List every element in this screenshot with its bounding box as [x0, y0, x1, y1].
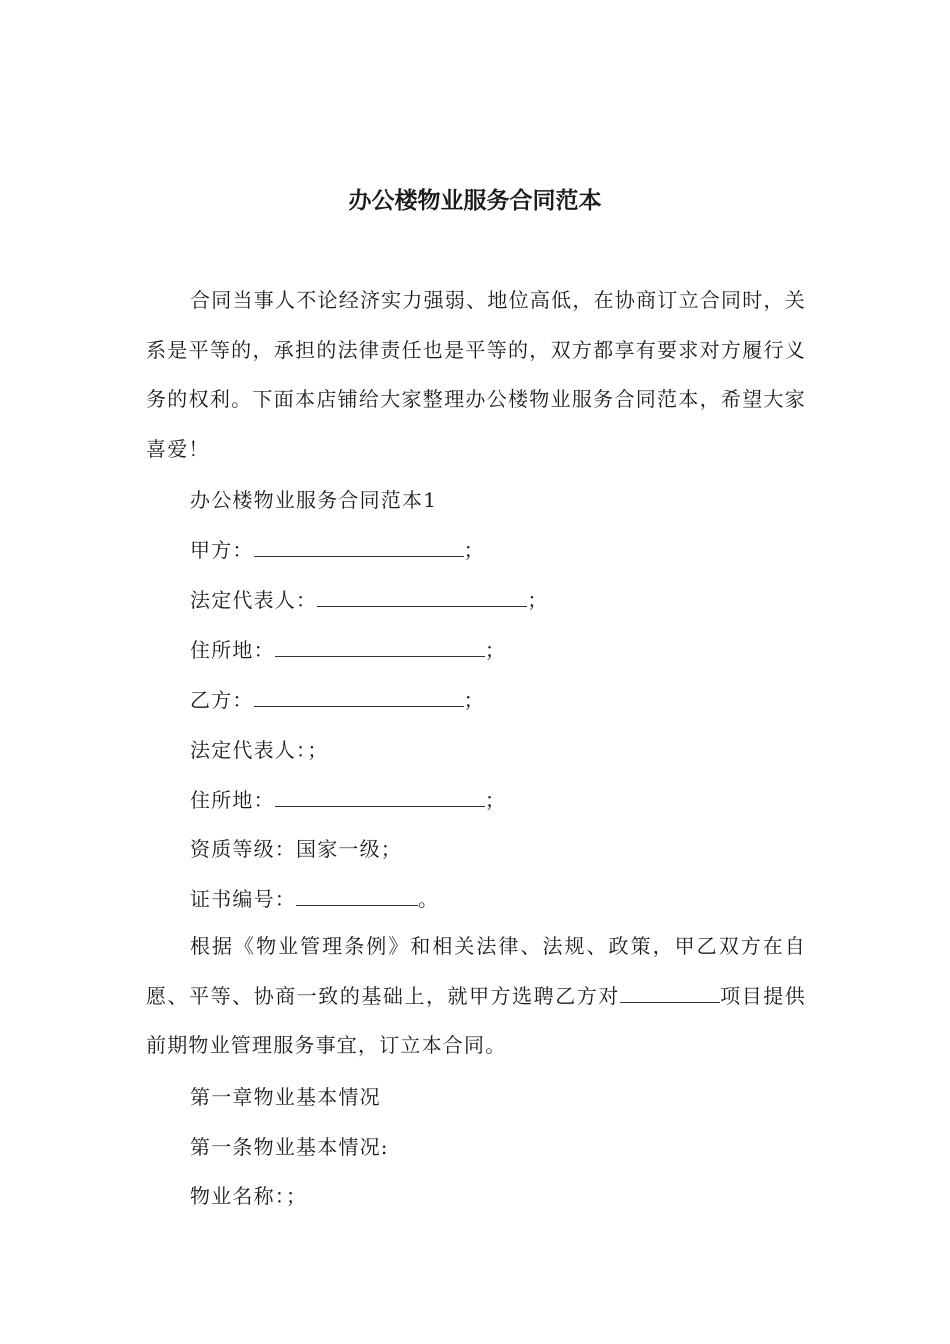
- legal-rep-b-line: 法定代表人：；: [190, 738, 329, 762]
- certificate-line: [190, 879, 439, 919]
- basis-text-2: 项目提供前期物业管理服务事宜，订立本合同。: [146, 983, 806, 1057]
- project-blank: [620, 984, 720, 1003]
- address-b-label: 住所地：: [190, 788, 275, 812]
- certificate-blank: [296, 887, 418, 906]
- address-b-blank: [275, 788, 485, 807]
- party-a-end: ；: [463, 538, 485, 562]
- party-a-label: 甲方：: [190, 538, 254, 562]
- legal-rep-a-label: 法定代表人：: [190, 588, 318, 612]
- address-a-end: ；: [484, 638, 507, 662]
- address-b-line: [190, 780, 506, 820]
- section-heading: 办公楼物业服务合同范本1: [190, 488, 438, 512]
- qualification-line: 资质等级：国家一级；: [190, 837, 402, 861]
- party-b-end: ；: [463, 688, 485, 712]
- property-name-line: 物业名称：；: [190, 1184, 308, 1208]
- address-a-label: 住所地：: [190, 638, 275, 662]
- party-a-blank: [254, 538, 464, 557]
- intro-paragraph: 合同当事人不论经济实力强弱、地位高低，在协商订立合同时，关系是平等的，承担的法律责任也是平等的，双方都享有要求对方履行义务的权利。下面本店铺给大家整理办公楼物业服务合同范本，希望大家喜爱！: [146, 288, 806, 461]
- address-a-blank: [275, 638, 485, 657]
- party-a-line: [190, 530, 485, 570]
- chapter-heading: 第一章物业基本情况: [190, 1085, 381, 1109]
- document-title: 办公楼物业服务合同范本: [348, 187, 602, 214]
- article-heading: 第一条物业基本情况:: [190, 1135, 389, 1159]
- address-b-end: ；: [484, 788, 507, 812]
- basis-text-1: 根据《物业管理条例》和相关法律、法规、政策，甲乙双方在自愿、平等、协商一致的基础上，就甲方选聘乙方对: [146, 934, 806, 1008]
- certificate-end: 。: [418, 887, 440, 911]
- party-b-line: [190, 680, 485, 720]
- legal-rep-a-blank: [317, 588, 527, 607]
- address-a-line: [190, 630, 506, 670]
- basis-paragraph: [146, 922, 806, 1071]
- party-b-label: 乙方：: [190, 688, 254, 712]
- legal-rep-a-line: [190, 580, 548, 620]
- certificate-label: 证书编号：: [190, 887, 296, 911]
- legal-rep-a-end: ；: [527, 588, 549, 612]
- party-b-blank: [254, 688, 464, 707]
